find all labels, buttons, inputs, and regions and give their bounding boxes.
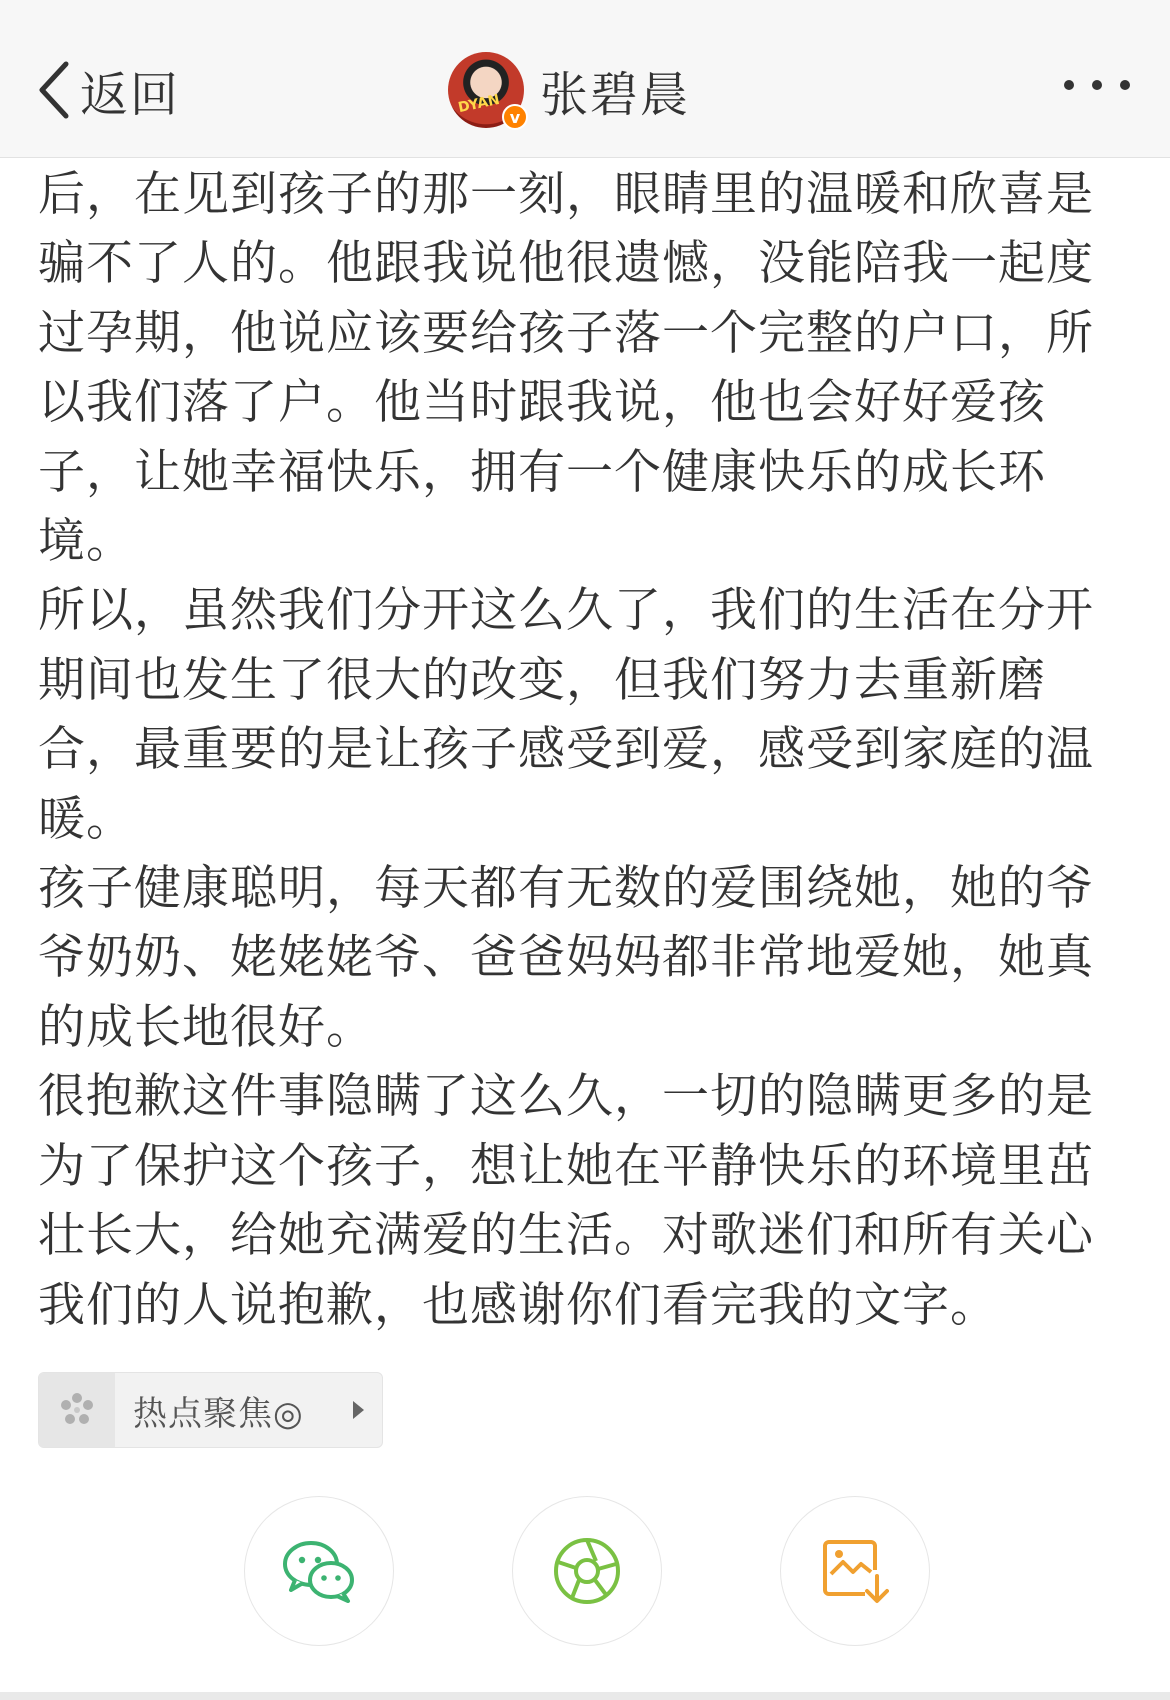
more-options-button[interactable] [1064,80,1130,90]
dot-icon [1064,80,1074,90]
dot-icon [1120,80,1130,90]
article-paragraph: 所以，虽然我们分开这么久了，我们的生活在分开期间也发生了很大的改变，但我们努力去重新磨合，最重要的是让孩子感受到爱，感受到家庭的温暖。 [38,583,1094,847]
top-nav-bar [0,0,1170,158]
share-wechat-button[interactable] [244,1496,394,1646]
wechat-icon [281,1538,357,1604]
avatar[interactable] [448,52,524,128]
topic-tag[interactable] [38,1372,383,1448]
avatar-text: DYAN [456,91,502,117]
article-paragraph: 后，在见到孩子的那一刻，眼睛里的温暖和欣喜是骗不了人的。他跟我说他很遗憾，没能陪我一起度过孕期，他说应该要给孩子落一个完整的户口，所以我们落了户。他当时跟我说，他也会好好爱孩子，让她幸福快乐，拥有一个健康快乐的成长环境。 [38,167,1094,570]
back-button[interactable] [34,54,180,126]
chevron-right-icon [353,1401,364,1419]
article-body [38,160,1130,1340]
author-title[interactable] [448,50,690,130]
back-label: 返回 [80,66,181,123]
article-paragraph: 很抱歉这件事隐瞒了这么久，一切的隐瞒更多的是为了保护这个孩子，想让她在平静快乐的环境里茁壮长大，给她充满爱的生活。对歌迷们和所有关心我们的人说抱歉，也感谢你们看完我的文字。 [38,1069,1094,1333]
bottom-divider [0,1692,1170,1700]
save-image-icon [821,1536,889,1606]
topic-label: 热点聚焦◎ [133,1393,304,1434]
share-moments-button[interactable] [512,1496,662,1646]
save-image-button[interactable] [780,1496,930,1646]
topic-flower-icon [39,1372,115,1448]
article-paragraph: 孩子健康聪明，每天都有无数的爱围绕她，她的爷爷奶奶、姥姥姥爷、爸爸妈妈都非常地爱她，她真的成长地很好。 [38,861,1094,1055]
chevron-left-icon [34,58,74,122]
page-title: 张碧晨 [540,66,691,123]
moments-icon [552,1536,622,1606]
verified-badge-icon: v [502,104,528,130]
dot-icon [1092,80,1102,90]
